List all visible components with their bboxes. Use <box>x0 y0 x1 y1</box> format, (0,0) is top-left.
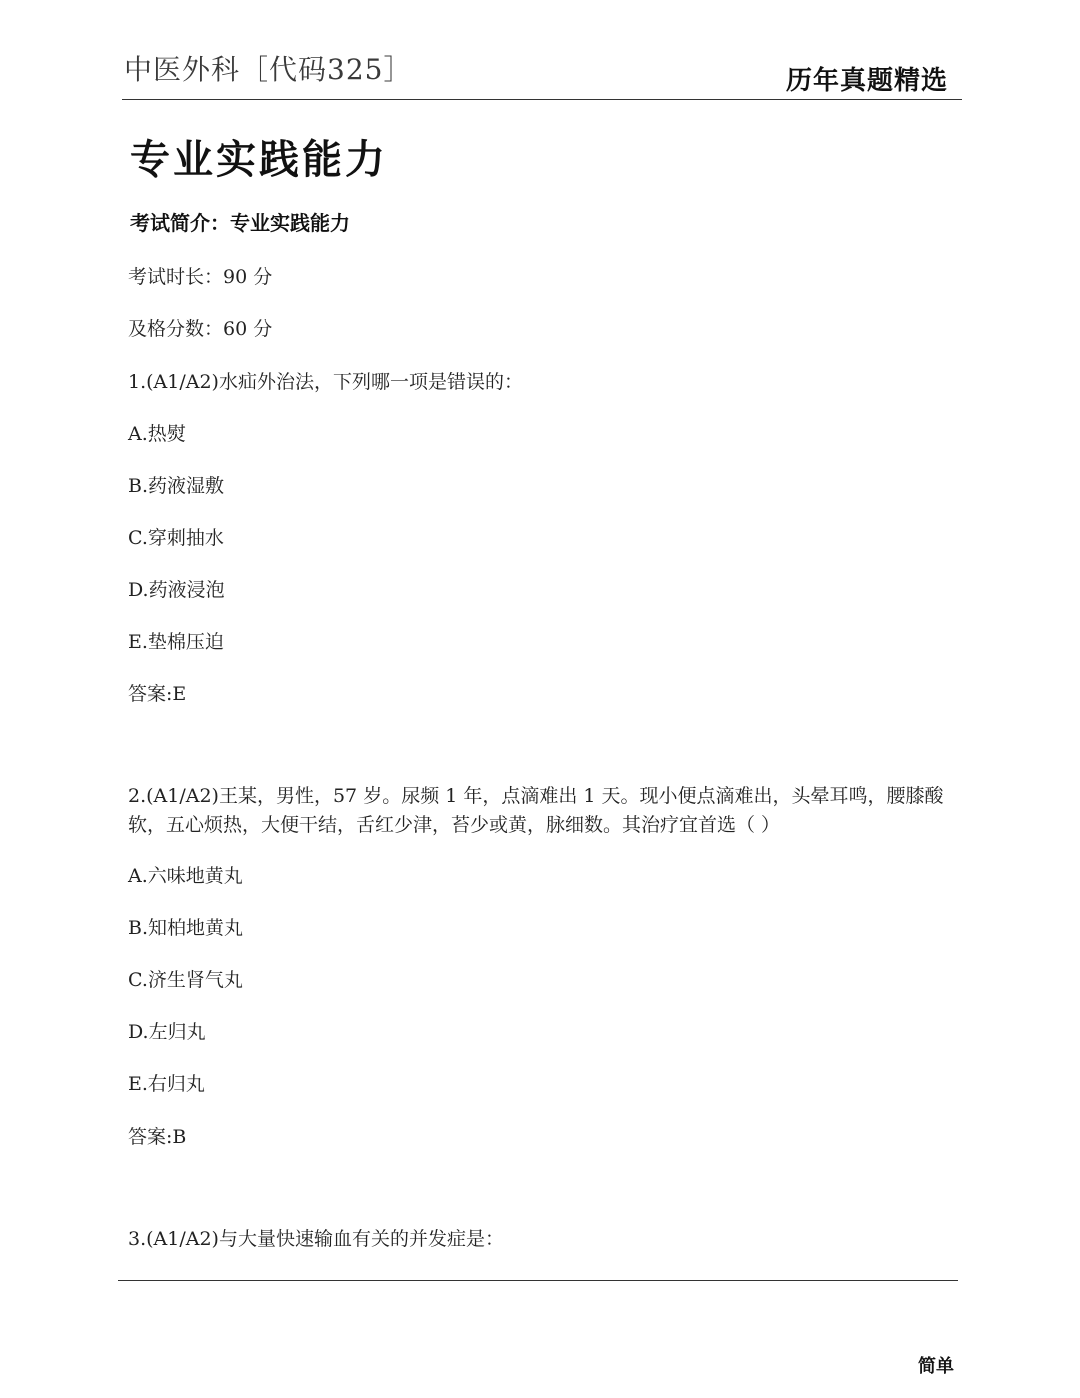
question-1-option-b: B.药液湿敷 <box>128 475 225 497</box>
question-1-stem: 1.(A1/A2)水疝外治法，下列哪一项是错误的： <box>128 371 523 393</box>
exam-duration: 考试时长：90 分 <box>128 266 273 288</box>
question-1-option-d: D.药液浸泡 <box>128 579 225 601</box>
header-right-title: 历年真题精选 <box>785 66 948 96</box>
question-2-option-a: A.六味地黄丸 <box>128 865 243 887</box>
exam-passing-score: 及格分数：60 分 <box>128 318 273 340</box>
question-2-stem: 2.(A1/A2)王某，男性，57 岁。尿频 1 年，点滴难出 1 天。现小便点滴难出，头晕耳鸣，腰膝酸软，五心烦热，大便干结，舌红少津，苔少或黄，脉细数。其治疗宜首选（ ） <box>128 785 944 836</box>
page-title: 专业实践能力 <box>130 137 388 183</box>
question-2-option-e: E.右归丸 <box>128 1073 205 1095</box>
header-left-title: 中医外科［代码325］ <box>124 53 413 86</box>
question-1-option-a: A.热熨 <box>128 423 186 445</box>
question-1-answer: 答案:E <box>128 683 187 705</box>
footer-rule <box>118 1280 958 1281</box>
header-rule <box>122 99 962 100</box>
question-1-option-e: E.垫棉压迫 <box>128 631 224 653</box>
question-2-option-b: B.知柏地黄丸 <box>128 917 244 939</box>
question-1-option-c: C.穿刺抽水 <box>128 527 224 549</box>
question-3-stem: 3.(A1/A2)与大量快速输血有关的并发症是： <box>128 1228 504 1250</box>
question-2-option-d: D.左归丸 <box>128 1021 206 1043</box>
question-2-answer: 答案:B <box>128 1126 187 1148</box>
footer-difficulty-mark: 简单 <box>918 1356 954 1377</box>
exam-intro-subhead: 考试简介：专业实践能力 <box>130 211 350 235</box>
question-2-option-c: C.济生肾气丸 <box>128 969 243 991</box>
